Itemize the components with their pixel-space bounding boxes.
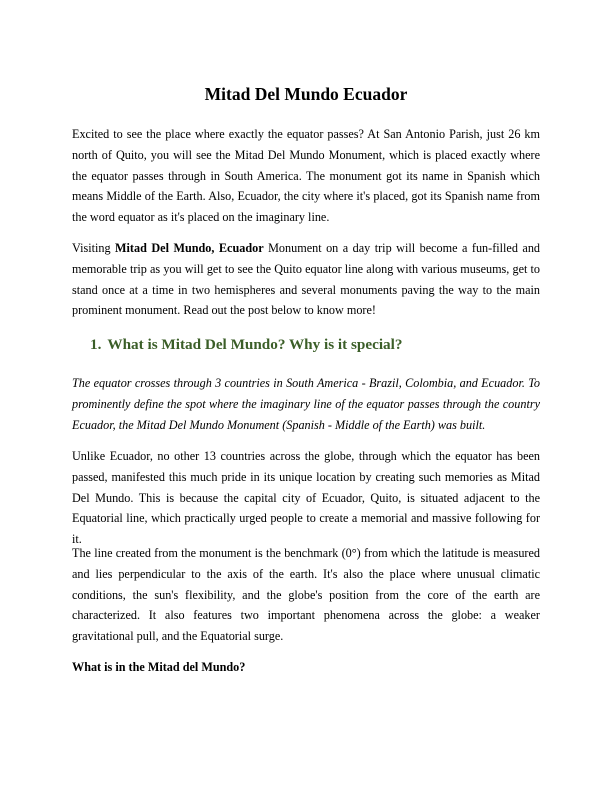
section-number: 1.	[90, 336, 102, 353]
subheading: What is in the Mitad del Mundo?	[72, 660, 246, 674]
body-paragraph: The line created from the monument is the benchmark (0°) from which the latitude is measured and lies perpendicular to the axis of the earth. It's also the place where unusual climatic conditions, the sun's flexibility, and the globe's position from the core of the earth are characterized. It also features two important phenomena across the globe: a weaker gravitational pull, and the Equatorial surge.	[72, 546, 540, 644]
body-paragraph: Unlike Ecuador, no other 13 countries across the globe, through which the equator has been passed, manifested this much pride in its unique location by creating such memories as Mitad Del Mundo. This is because the capital city of Ecuador, Quito, is situated adjacent to the Equatorial line, which practically urged people to create a memorial and massive following for it.	[72, 449, 540, 547]
visiting-bold-text: Mitad Del Mundo, Ecuador	[115, 241, 264, 255]
intro-paragraph: Excited to see the place where exactly the equator passes? At San Antonio Parish, just 26 km north of Quito, you will see the Mitad Del Mundo Monument, which is placed exactly where the equator passes through in South America. The monument got its name in Spanish which means Middle of the Earth. Also, Ecuador, the city where it's placed, got its Spanish name from the word equator as it's placed on the imaginary line.	[72, 127, 540, 225]
visiting-paragraph	[72, 238, 540, 321]
section-heading	[90, 336, 402, 354]
italic-paragraph: The equator crosses through 3 countries in South America - Brazil, Colombia, and Ecuador. To prominently define the spot where the imaginary line of the equator passes through the country Ecuador, the Mitad Del Mundo Monument (Spanish - Middle of the Earth) was built.	[72, 376, 540, 432]
visiting-lead-text: Visiting	[72, 241, 116, 255]
page-title: Mitad Del Mundo Ecuador	[204, 84, 408, 104]
visiting-rest-text: Monument on a day trip will become a fun-filled and memorable trip as you will get to see the Quito equator line along with various museums, get to stand once at a time in two hemispheres and several monuments paving the way to the main prominent monument. Read out the post below to know more!	[72, 241, 541, 318]
section-heading-text: What is Mitad Del Mundo? Why is it special?	[107, 336, 403, 353]
